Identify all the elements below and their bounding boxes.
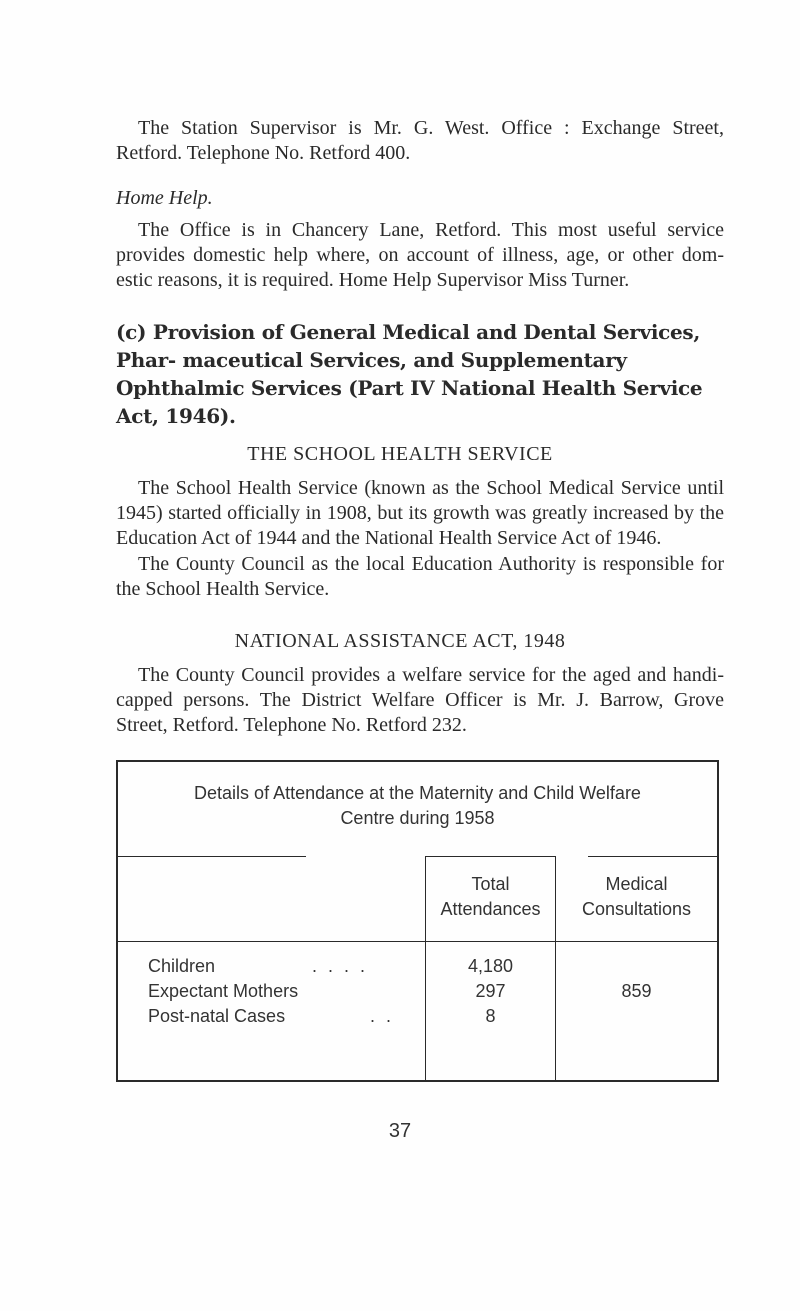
table-header-divider (116, 941, 719, 942)
row-leader-dots: . . (370, 1006, 395, 1026)
table-caption-rule-middle (425, 856, 555, 857)
school-health-paragraph-1: The School Health Service (known as the School Medical Service until 1945) started officially in 1908, but its growth was greatly increased by the Education Act of 1944 and the National Health Service Act of 1946. (116, 477, 724, 549)
row-total-expectant-mothers: 297 (475, 981, 506, 1001)
table-caption-rule-left (116, 856, 306, 857)
row-label-children: Children (148, 956, 216, 976)
row-label-expectant-mothers: Expectant Mothers (148, 981, 299, 1001)
column-header-total-attendances (426, 872, 555, 922)
national-assistance-heading: NATIONAL ASSISTANCE ACT, 1948 (234, 630, 566, 652)
row-medical-expectant-mothers: 859 (621, 981, 652, 1001)
home-help-heading: Home Help. (116, 187, 213, 209)
table-caption-line-1: Details of Attendance at the Maternity and Child Welfare (194, 783, 641, 803)
table-bottom-border (116, 1080, 719, 1082)
table-caption-rule-right (588, 856, 719, 857)
row-total-post-natal-cases: 8 (485, 1006, 496, 1026)
national-assistance-paragraph: The County Council provides a welfare service for the aged and handi- capped persons. The District Welfare Officer is Mr. J. Barrow, Grove Street, Retford. Telephone No. Retford 232. (116, 664, 724, 736)
school-health-paragraph-2: The County Council as the local Education Authority is responsible for the School Health Service. (116, 553, 724, 600)
table-caption (116, 781, 719, 831)
column-header-medical-line-2: Consultations (581, 899, 692, 919)
school-health-heading: THE SCHOOL HEALTH SERVICE (247, 443, 553, 465)
row-leader-dots: . . . . (312, 956, 369, 976)
station-supervisor-paragraph: The Station Supervisor is Mr. G. West. Office : Exchange Street, Retford. Telephone No. Retford 400. (116, 117, 724, 164)
provision-heading: (c) Provision of General Medical and Dental Services, Phar- maceutical Services, and Supplementary Ophthalmic Services (Part IV National Health Service Act, 1946). (116, 320, 703, 428)
column-header-total-line-1: Total (471, 874, 510, 894)
home-help-paragraph: The Office is in Chancery Lane, Retford. This most useful service provides domestic help where, on account of illness, age, or other dom- estic reasons, it is required. Home Help Supervisor Miss Turner. (116, 219, 724, 291)
row-total-children: 4,180 (467, 956, 514, 976)
column-header-total-line-2: Attendances (440, 899, 541, 919)
column-header-medical-consultations (556, 872, 717, 922)
table-caption-line-2: Centre during 1958 (340, 808, 495, 828)
attendance-table (116, 760, 719, 1082)
row-label-post-natal-cases: Post-natal Cases (148, 1006, 286, 1026)
column-header-medical-line-1: Medical (605, 874, 668, 894)
table-top-border (116, 760, 719, 762)
page-number: 37 (388, 1120, 412, 1142)
